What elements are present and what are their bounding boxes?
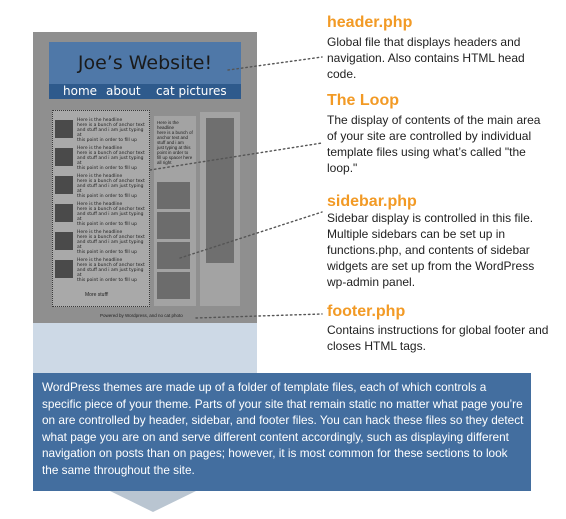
annotation-title-loop: The Loop [327,92,399,109]
post-blurb: Here is the headline here is a bunch of anchor text and stuff and i am just typing at this point in order to fill up [77,202,145,227]
mockup-site-title: Joe’s Website! [77,52,213,74]
post-blurb: Here is the headline here is a bunch of anchor text and stuff and i am just typing at this point in order to fill up [77,146,145,171]
annotation-text-header: Global file that displays headers and navigation. Also contains HTML head code. [327,35,525,81]
connector-loop [150,143,322,170]
mockup-nav-about: about [106,84,141,98]
mockup-nav-cat-pictures: cat pictures [156,84,227,98]
post-blurb: Here is the headline here is a bunch of anchor text and stuff and i am just typing at this point in order to fill up [77,230,145,255]
annotation-title-header: header.php [327,14,413,31]
annotation-title-footer: footer.php [327,303,406,320]
annotation-text-loop: The display of contents of the main area of your site are controlled by individual template files using what’s called "the loop." [327,113,541,175]
more-stuff-text: More stuff! [85,292,109,298]
annotation-title-sidebar: sidebar.php [327,193,417,210]
post-blurb: Here is the headline here is a bunch of anchor text and stuff and i am just typing at this point in order to fill up [77,118,145,143]
down-arrow [110,491,196,512]
annotation-text-sidebar: Sidebar display is controlled in this file. Multiple sidebars can be set up in functions.php, and contents of sidebar widgets are set up from the WordPress wp-admin panel. [327,211,535,289]
mockup-nav-home: home [63,84,98,98]
sidebar-text: Here is the headline here is a bunch of anchor text and stuff and i am just typing at this point in order to fill up space! here all right [157,120,193,165]
post-blurb: Here is the headline here is a bunch of anchor text and stuff and i am just typing at this point in order to fill up [77,258,145,283]
mockup-footer-text: Powered by Wordpress, and no cat photo [100,313,183,318]
post-blurb: Here is the headline here is a bunch of anchor text and stuff and i am just typing at this point in order to fill up [77,174,145,199]
connector-header [228,57,322,70]
connector-footer [196,314,322,318]
annotation-text-footer: Contains instructions for global footer and closes HTML tags. [327,323,549,353]
connector-sidebar [180,212,322,258]
info-box-text: WordPress themes are made up of a folder of template files, each of which controls a specific piece of your theme. Parts of your site that remain static no matter what page you’re on are controlled by header, sidebar, and footer files. You can hack these files so they detect what page you are on and serve different content accordingly, such as displaying different navigation on posts than on pages; however, it is most common for these sections to look the same throughout the site. [42,380,524,477]
